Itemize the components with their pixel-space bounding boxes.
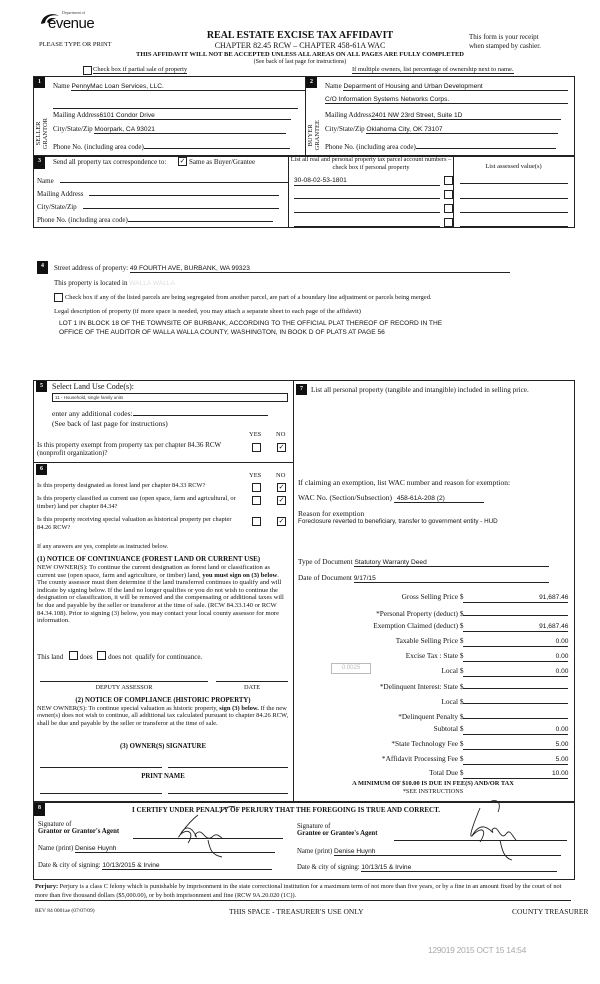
fee-label: Exemption Claimed (deduct) [373, 621, 458, 631]
exempt-yes-checkbox[interactable] [252, 443, 261, 452]
section-7-number: 7 [296, 384, 307, 395]
print-name-label: PRINT NAME [141, 773, 185, 780]
seller-address-label: Mailing Address [53, 111, 100, 119]
fee-label: *Personal Property (deduct) [376, 608, 458, 618]
receipt-note-1: This form is your receipt [469, 33, 539, 41]
buyer-city-value: Oklahoma City, OK 73107 [366, 126, 558, 134]
seller-address-field[interactable] [53, 111, 291, 120]
doc-date-field[interactable] [298, 573, 549, 583]
grantor-date-field[interactable] [38, 862, 272, 870]
section-2-number: 2 [306, 77, 317, 88]
located-in-field[interactable] [54, 279, 175, 287]
corr-phone-label: Phone No. (including area code) [37, 216, 128, 224]
corr-phone-line [128, 213, 273, 222]
does-not-checkbox[interactable] [97, 651, 106, 660]
street-address-label: Street address of property: [54, 264, 129, 272]
does-not-label: does not [108, 653, 132, 661]
doc-type-field[interactable] [298, 557, 549, 567]
grantor-signature-label [38, 821, 119, 835]
notice-1-text-b: . The county assessor must then determine if the land transferred continues to qualify and will indicate by signing below. If the land no longer qualifies or you do not wish to continue the designation or classification, it will be removed and the compensating or additional taxes will be due and payable by the seller or transferor at the time of sale. (RCW 84.33.140 or RCW 84.34.108). Prior to signing (3) below, you may contact your local county assessor for more information. [37, 571, 284, 625]
currency-symbol: $ [459, 724, 464, 734]
personal-property-checkbox[interactable] [444, 176, 453, 185]
s6-question: Is this property receiving special valuation as historical property per chapter 84.26 RCW? [37, 516, 232, 531]
fee-value: 10.00 [463, 770, 568, 779]
certify-statement: I CERTIFY UNDER PENALTY OF PERJURY THAT THE FOREGOING IS TRUE AND CORRECT. [132, 806, 441, 814]
owner-signature-line-2[interactable] [168, 767, 288, 768]
section-5-number: 5 [36, 381, 47, 392]
fee-row[interactable] [298, 739, 568, 750]
personal-property-checkbox[interactable] [444, 218, 453, 227]
currency-symbol: $ [459, 696, 464, 706]
section-4-number: 4 [37, 261, 48, 274]
buyer-name-line-2[interactable]: C/O Information Systems Networks Corps. [325, 96, 568, 104]
fee-value: 0.00 [463, 653, 568, 662]
parcel-row [294, 176, 440, 186]
seller-city-field[interactable] [53, 125, 286, 134]
grantee-date-field[interactable] [297, 864, 557, 872]
fee-row[interactable] [298, 768, 568, 779]
corr-city-field[interactable] [37, 200, 279, 211]
corr-city-line [83, 200, 279, 209]
grantee-agent-label: Grantee or Grantee's Agent [297, 830, 378, 837]
personal-property-checkbox[interactable] [444, 190, 453, 199]
land-use-label: Select Land Use Code(s): [52, 382, 134, 391]
reason-label: Reason for exemption [298, 509, 365, 518]
please-type-note: PLEASE TYPE OR PRINT [39, 41, 112, 48]
owner-signature-line[interactable] [40, 767, 162, 768]
currency-symbol: $ [459, 739, 464, 748]
corr-address-field[interactable] [37, 187, 279, 198]
does-checkbox[interactable] [69, 651, 78, 660]
notice-2-text [37, 705, 289, 727]
deputy-assessor-line[interactable] [40, 681, 208, 682]
s6-no-checkbox[interactable]: ✓ [278, 483, 285, 491]
personal-property-label: List all personal property (tangible and intangible) included in selling price. [311, 386, 529, 394]
parcel-header: List all real and personal property tax parcel account numbers – check box if personal property [290, 156, 452, 171]
sections-vertical-divider [293, 380, 294, 801]
logo-wordmark: evenue [48, 15, 95, 32]
additional-codes-field[interactable] [52, 407, 268, 418]
located-in-label: This property is located in [54, 279, 128, 287]
fee-label: Total Due [429, 768, 458, 778]
fee-label: *Delinquent Penalty [398, 711, 458, 721]
form-revision: REV 84 0001ae (07/07/09) [35, 908, 95, 914]
grantor-label: GRANTOR [42, 118, 49, 150]
grantor-date-value: 10/13/2015 & Irvine [102, 862, 272, 870]
fee-row[interactable] [298, 651, 568, 662]
corr-address-label: Mailing Address [37, 190, 84, 198]
grantee-name-value: Denise Huynh [334, 848, 561, 856]
exempt-question: Is this property exempt from property tax per chapter 84.36 RCW (nonprofit organization)? [37, 441, 221, 457]
fee-value: 91,687.46 [463, 594, 568, 603]
wac-field[interactable] [298, 493, 484, 503]
reason-value[interactable]: Foreclosure reverted to beneficiary, transfer to government entity - HUD [298, 518, 498, 525]
fee-value: 0.00 [463, 726, 568, 735]
seller-phone-line [144, 140, 290, 149]
wac-label: WAC No. (Section/Subsection) [298, 493, 392, 502]
notice-2-text-b: If the new owner(s) does not wish to continue, all additional tax calculated pursuant to chapter 84.26 RCW, shall be due and payable by the seller or transferor at the time of sale. [37, 705, 289, 727]
fee-label: *Affidavit Processing Fee [381, 753, 458, 763]
logo-caption: Department of [62, 10, 86, 15]
section-5-6-divider [33, 462, 293, 463]
deputy-assessor-label: DEPUTY ASSESSOR [95, 684, 153, 691]
acceptance-warning: THIS AFFIDAVIT WILL NOT BE ACCEPTED UNLESS ALL AREAS ON ALL PAGES ARE FULLY COMPLETED [136, 51, 464, 58]
assessed-value-line[interactable] [460, 212, 568, 213]
fee-row[interactable] [298, 724, 568, 735]
buyer-phone-label: Phone No. (including area code) [325, 143, 416, 151]
wac-value: 458-61A-208 (2) [394, 495, 484, 503]
fee-value [463, 607, 568, 616]
s6-question: Is this property designated as forest land per chapter 84.33 RCW? [37, 482, 206, 489]
currency-symbol: $ [459, 650, 464, 660]
parcel-number[interactable] [294, 190, 440, 199]
fee-label: Local [441, 665, 458, 675]
fee-row[interactable] [298, 592, 568, 603]
grantor-name-field[interactable] [38, 845, 275, 853]
seller-grantor-label [35, 118, 49, 149]
print-name-line[interactable] [40, 793, 162, 794]
corr-address-line [89, 187, 279, 196]
see-back-note: (See back of last page for instructions) [253, 59, 347, 65]
additional-codes-line [133, 407, 268, 416]
buyer-phone-field[interactable] [325, 140, 556, 151]
notice-2-text-a: NEW OWNER(S): To continue special valuation as historic property, [37, 705, 220, 712]
buyer-name-label: Name [325, 82, 342, 90]
doc-type-label: Type of Document [298, 557, 353, 566]
notice-1-title: (1) NOTICE OF CONTINUANCE (FOREST LAND OR CURRENT USE) [37, 555, 261, 563]
seller-name-field[interactable] [53, 82, 306, 91]
buyer-phone-line [416, 140, 556, 149]
legal-description-label: Legal description of property (if more space is needed, you may attach a separate sheet to each page of the affidavit) [54, 308, 361, 315]
legal-description-line-1: LOT 1 IN BLOCK 18 OF THE TOWNSITE OF BURBANK, ACCORDING TO THE OFFICIAL PLAT THEREOF OF RECORD IN THE [59, 320, 443, 327]
minimum-due-note: A MINIMUM OF $10.00 IS DUE IN FEE(S) AND/OR TAX [352, 780, 514, 787]
this-land-label: This land [37, 653, 64, 661]
fee-row[interactable] [298, 621, 568, 632]
buyer-address-field[interactable] [325, 111, 561, 120]
same-as-buyer-checkbox[interactable]: ✓ [179, 157, 186, 165]
form-title: REAL ESTATE EXCISE TAX AFFIDAVIT [206, 30, 394, 41]
seller-name-line-2 [53, 108, 298, 109]
buyer-city-field[interactable] [325, 125, 558, 134]
partial-sale-label: Check box if partial sale of property [93, 66, 188, 73]
fee-label: Excise Tax : State [405, 650, 458, 660]
doc-date-label: Date of Document [298, 573, 352, 582]
currency-symbol: $ [459, 636, 464, 646]
receipt-note-2: when stamped by cashier. [469, 42, 541, 50]
no-header: NO [276, 431, 286, 438]
buyer-name-field[interactable] [325, 82, 568, 91]
buyer-name-value: Deparment of Housing and Urban Development [343, 83, 568, 91]
legal-description-line-2: OFFICE OF THE AUDITOR OF WALLA WALLA COUNTY, WASHINGTON, IN BOOK D OF PLATS AT PAGE 56 [59, 329, 385, 336]
county-treasurer-label: COUNTY TREASURER [512, 907, 589, 916]
land-use-see-back: (See back of last page for instructions) [52, 419, 168, 428]
does-label: does [79, 653, 93, 661]
correspondence-label: Send all property tax correspondence to: [53, 158, 167, 166]
fee-row[interactable] [298, 666, 568, 677]
seller-phone-field[interactable] [53, 140, 290, 151]
notice-2-title: (2) NOTICE OF COMPLIANCE (HISTORIC PROPERTY) [75, 697, 251, 704]
notice-2-bold: sign (3) below. [219, 705, 259, 712]
notice-1-bold: you must sign on (3) below [202, 571, 278, 579]
fee-row[interactable] [298, 754, 568, 765]
fee-row[interactable] [298, 607, 568, 618]
land-use-select[interactable]: 11 - Household, single family units [52, 393, 288, 402]
grantee-label: GRANTEE [314, 120, 321, 151]
currency-symbol: $ [459, 665, 464, 675]
owner-signature-label: (3) OWNER(S) SIGNATURE [120, 743, 206, 750]
doc-date-value: 9/17/15 [354, 575, 549, 583]
fee-value: 91,687.46 [463, 623, 568, 632]
parcel-number[interactable] [294, 204, 440, 213]
local-rate-input[interactable]: 0.0025 [331, 663, 371, 674]
section-1-number: 1 [34, 77, 45, 88]
grantor-sig-of: Signature of [38, 821, 72, 828]
seller-city-value: Moorpark, CA 93021 [94, 126, 286, 134]
seller-address-value: 6101 Condor Drive [99, 112, 291, 120]
doc-type-value: Statutory Warranty Deed [354, 559, 549, 567]
parcel-number[interactable] [294, 218, 440, 227]
fee-value: 5.00 [463, 756, 568, 765]
fee-value [463, 710, 568, 719]
buyer-address-value: 2401 NW 23rd Street, Suite 1D [371, 112, 561, 120]
s6-question: Is this property classified as current use (open space, farm and agricultural, or timber) land per chapter 84.34? [37, 495, 236, 510]
fee-label: Subtotal [433, 724, 458, 734]
grantee-name-label: Name (print) [297, 848, 333, 855]
section-3-number: 3 [34, 156, 45, 169]
fee-row[interactable] [298, 680, 568, 691]
assessed-header: List assessed value(s) [485, 163, 542, 170]
grantee-sig-of: Signature of [297, 823, 331, 830]
exempt-no-checkbox[interactable]: ✓ [278, 443, 285, 451]
perjury-text: Perjury is a class C felony which is punishable by imprisonment in the state correctional institution for a maximum term of not more than five years, or by a fine in an amount fixed by the court of not more than five thousand dollars ($5,000.00), or by both imprisonment and fine (RCW 9A.20.020 (1C)). [35, 883, 562, 899]
assessed-value-line[interactable] [460, 226, 568, 227]
grantor-name-label: Name (print) [38, 845, 74, 852]
s6-yes-checkbox[interactable] [252, 517, 261, 526]
corr-city-label: City/State/Zip [37, 203, 77, 211]
grantor-date-label: Date & city of signing: [38, 862, 101, 869]
currency-symbol: $ [459, 608, 464, 618]
s6-no-header: NO [276, 472, 286, 479]
parcel-row [294, 204, 440, 215]
currency-symbol: $ [459, 621, 464, 631]
grantee-name-field[interactable] [297, 848, 561, 856]
buyer-grantee-label [307, 120, 321, 150]
notice-1-text-a: NEW OWNER(S): To continue the current designation as forest land or classification as current use (open space, farm and agriculture, or timber) land, [37, 564, 270, 579]
segregated-checkbox[interactable] [54, 293, 63, 302]
fee-label: Local [441, 696, 458, 706]
currency-symbol: $ [459, 592, 464, 601]
exemption-label: If claiming an exemption, list WAC number and reason for exemption: [298, 478, 511, 487]
fee-value: 5.00 [463, 741, 568, 750]
buyer-address-label: Mailing Address [325, 111, 372, 119]
corr-phone-field[interactable] [37, 213, 273, 224]
same-as-buyer-label: Same as Buyer/Grantee [189, 158, 256, 166]
parcel-number[interactable]: 30-08-02-53-1801 [294, 177, 440, 186]
section-8-number: 8 [34, 803, 45, 816]
parcel-row [294, 218, 440, 229]
s6-no-checkbox[interactable]: ✓ [278, 496, 285, 504]
print-name-line-2[interactable] [168, 793, 288, 794]
see-instructions-note: *SEE INSTRUCTIONS [402, 788, 464, 795]
fee-label: *Delinquent Interest: State [379, 682, 458, 692]
currency-symbol: $ [459, 711, 464, 721]
street-address-value: 49 FOURTH AVE, BURBANK, WA 99323 [130, 265, 510, 273]
currency-symbol: $ [459, 768, 464, 778]
deputy-date-label: DATE [243, 684, 261, 691]
fee-label: Gross Selling Price [401, 592, 458, 601]
if-yes-note: If any answers are yes, complete as instructed below. [37, 543, 169, 550]
parcel-row [294, 190, 440, 201]
multiple-owners-note: If multiple owners, list percentage of ownership next to name. [352, 66, 514, 73]
qualify-label: qualify for continuance. [135, 653, 203, 661]
fee-value: 0.00 [463, 668, 568, 677]
segregated-label: Check box if any of the listed parcels are being segregated from another parcel, are part of a boundary line adjustment or parcels being merged. [65, 294, 432, 301]
notice-1-text [37, 564, 289, 625]
fee-value: 0.00 [463, 638, 568, 647]
street-address-field[interactable] [54, 264, 510, 273]
grantor-name-value: Denise Huynh [75, 845, 275, 853]
located-in-value: WALLA WALLA [129, 280, 175, 287]
treasurer-stamp: 129019 2015 OCT 15 14:54 [428, 945, 527, 955]
fee-row[interactable] [298, 695, 568, 706]
seller-city-label: City/State/Zip [53, 125, 93, 133]
personal-property-checkbox[interactable] [444, 204, 453, 213]
deputy-date-line[interactable] [216, 681, 288, 682]
section-6-number: 6 [36, 464, 47, 475]
yes-header: YES [249, 431, 262, 438]
fee-row[interactable] [298, 636, 568, 647]
fee-label: *State Technology Fee [391, 739, 458, 748]
fee-value [463, 695, 568, 704]
grantee-signature-label [297, 823, 377, 837]
s6-yes-checkbox[interactable] [252, 496, 261, 505]
s6-yes-checkbox[interactable] [252, 483, 261, 492]
assessed-value-line[interactable] [460, 198, 568, 199]
perjury-label: Perjury: [35, 883, 59, 890]
assessed-value-line[interactable] [460, 183, 568, 184]
perjury-notice [35, 882, 571, 901]
treasurer-use-label: THIS SPACE - TREASURER'S USE ONLY [229, 907, 364, 916]
grantee-date-label: Date & city of signing: [297, 864, 360, 871]
fee-value [463, 680, 568, 689]
corr-name-field[interactable] [37, 174, 288, 185]
seller-name-label: Name [53, 82, 70, 90]
seller-label: SELLER [35, 121, 42, 146]
additional-codes-label: enter any additional codes: [52, 409, 133, 418]
corr-name-line [60, 174, 288, 183]
buyer-label: BUYER [307, 124, 314, 147]
fee-label: Taxable Selling Price [395, 636, 458, 646]
s6-no-checkbox[interactable]: ✓ [278, 517, 285, 525]
form-chapter: CHAPTER 82.45 RCW – CHAPTER 458-61A WAC [214, 41, 386, 50]
seller-name-value: PennyMac Loan Services, LLC. [71, 83, 306, 91]
s6-yes-header: YES [249, 472, 262, 479]
currency-symbol: $ [459, 682, 464, 692]
seller-phone-label: Phone No. (including area code) [53, 143, 144, 151]
buyer-city-label: City/State/Zip [325, 125, 365, 133]
grantor-agent-label: Grantor or Grantor's Agent [38, 828, 120, 835]
grantee-date-value: 10/13/15 & Irvine [361, 864, 557, 872]
currency-symbol: $ [459, 753, 464, 763]
fee-row[interactable] [298, 710, 568, 721]
corr-name-label: Name [37, 177, 54, 185]
continuance-field [37, 650, 202, 661]
partial-sale-checkbox[interactable] [83, 66, 92, 75]
